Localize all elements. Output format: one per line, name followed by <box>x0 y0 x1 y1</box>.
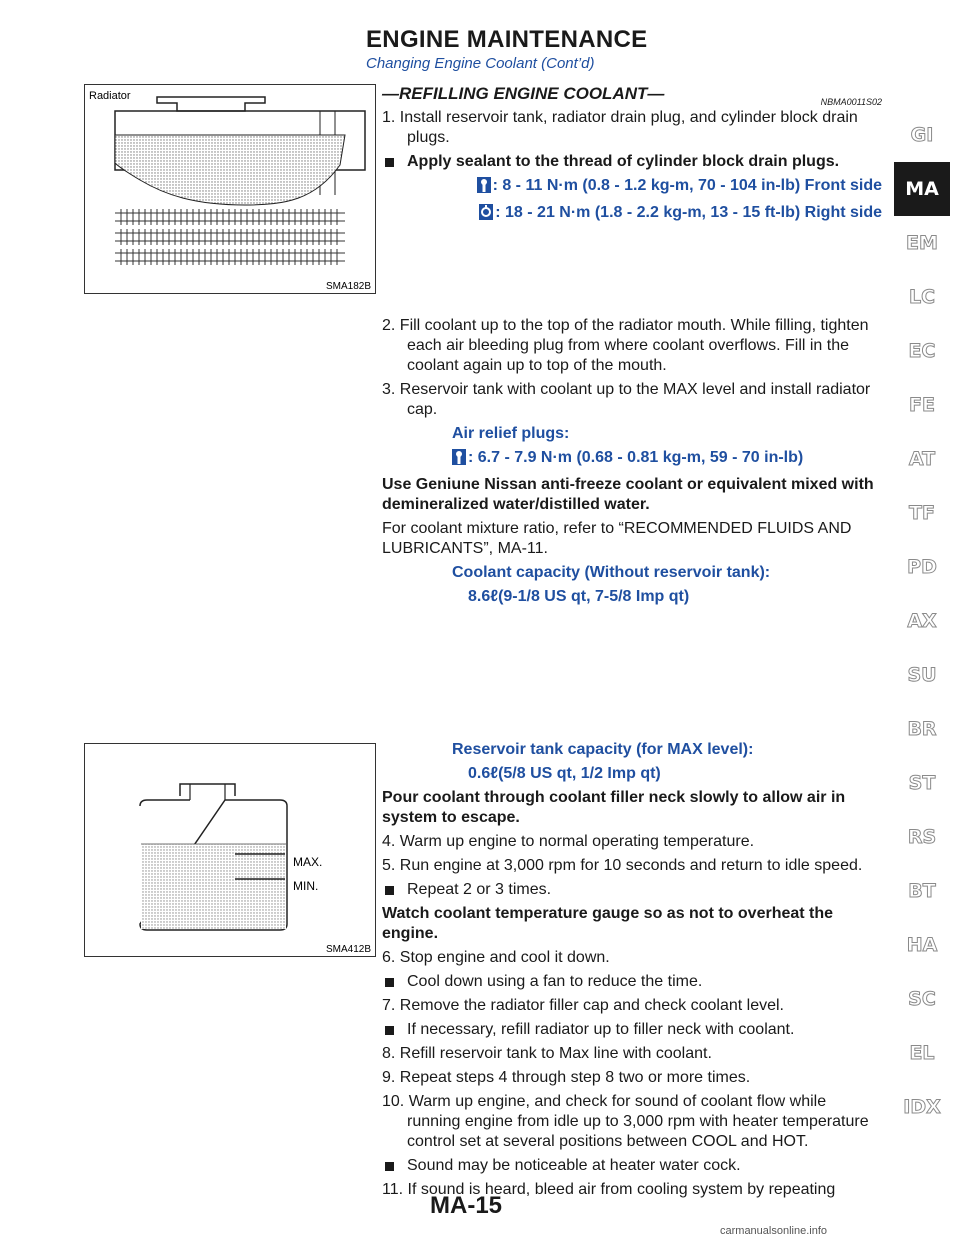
watermark: carmanualsonline.info <box>720 1225 828 1237</box>
refill-instructions-part2 <box>382 740 882 1204</box>
tab-br[interactable]: BR <box>907 718 937 740</box>
bullet-sealant: Apply sealant to the thread of cylinder block drain plugs. <box>382 152 882 172</box>
tab-ax[interactable]: AX <box>907 610 937 632</box>
torque-wrench-icon <box>477 177 491 199</box>
reservoir-capacity-label: Reservoir tank capacity (for MAX level): <box>452 741 754 758</box>
air-relief-spec <box>382 448 882 471</box>
air-relief-torque: : 6.7 - 7.9 N·m (0.68 - 0.81 kg-m, 59 - 70 in-lb) <box>468 449 804 466</box>
tab-lc[interactable]: LC <box>908 286 936 308</box>
min-label: MIN. <box>293 879 319 893</box>
section-heading-text: —REFILLING ENGINE COOLANT— <box>382 84 665 103</box>
torque-front-text: : 8 - 11 N·m (0.8 - 1.2 kg-m, 70 - 104 in-lb) Front side <box>492 177 882 194</box>
bullet-cool-down: Cool down using a fan to reduce the time. <box>382 972 882 992</box>
torque-front-spec <box>382 176 882 199</box>
section-tab-strip <box>894 108 950 1134</box>
step-4: 4. Warm up engine to normal operating temperature. <box>382 833 755 850</box>
torque-right-text: : 18 - 21 N·m (1.8 - 2.2 kg-m, 13 - 15 ft-lb) Right side <box>495 204 882 221</box>
page-title: ENGINE MAINTENANCE <box>366 26 648 53</box>
step-5: 5. Run engine at 3,000 rpm for 10 seconds and return to idle speed. <box>382 857 863 874</box>
max-label: MAX. <box>293 855 323 869</box>
tightening-torque-icon <box>479 204 493 226</box>
reservoir-tank-figure <box>84 743 376 957</box>
step-10: 10. Warm up engine, and check for sound of coolant flow while running engine from idle up to 3,000 rpm with heater temperature control set at several positions between COOL and HOT. <box>382 1093 869 1150</box>
radiator-figure <box>84 84 376 294</box>
step-8: 8. Refill reservoir tank to Max line with coolant. <box>382 1045 712 1062</box>
radiator-label: Radiator <box>89 90 131 102</box>
torque-right-spec <box>382 203 882 226</box>
step-9: 9. Repeat steps 4 through step 8 two or more times. <box>382 1069 751 1086</box>
tab-ma[interactable]: MA <box>894 162 950 216</box>
step-3: 3. Reservoir tank with coolant up to the MAX level and install radiator cap. <box>382 381 871 418</box>
step-2: 2. Fill coolant up to the top of the radiator mouth. While filling, tighten each air bleeding plug from where coolant overflows. Fill in the coolant again up to top of the mouth. <box>382 317 869 374</box>
figure1-code: SMA182B <box>325 281 371 292</box>
step-7: 7. Remove the radiator filler cap and check coolant level. <box>382 997 784 1014</box>
tab-el[interactable]: EL <box>909 1042 935 1064</box>
step-11: 11. If sound is heard, bleed air from cooling system by repeating <box>382 1181 836 1198</box>
tab-ha[interactable]: HA <box>906 934 938 956</box>
air-relief-label: Air relief plugs: <box>452 425 570 442</box>
genuine-coolant-note: Use Geniune Nissan anti-freeze coolant or equivalent mixed with demineralized water/distilled water. <box>382 476 874 513</box>
tab-sc[interactable]: SC <box>908 988 936 1010</box>
tab-su[interactable]: SU <box>907 664 937 686</box>
tab-st[interactable]: ST <box>908 772 936 794</box>
page-header <box>366 26 647 72</box>
step-1: 1. Install reservoir tank, radiator drain plug, and cylinder block drain plugs. <box>382 109 858 146</box>
tab-fe[interactable]: FE <box>909 394 935 416</box>
step-6: 6. Stop engine and cool it down. <box>382 949 610 966</box>
tab-at[interactable]: AT <box>908 448 936 470</box>
figure2-code: SMA412B <box>325 944 371 955</box>
bullet-repeat: Repeat 2 or 3 times. <box>382 880 882 900</box>
tab-em[interactable]: EM <box>906 232 938 254</box>
radiator-illustration <box>85 85 374 292</box>
page-subtitle: Changing Engine Coolant (Cont’d) <box>366 55 595 72</box>
mixture-ratio-note: For coolant mixture ratio, refer to “RECOMMENDED FLUIDS AND LUBRICANTS”, MA-11. <box>382 520 852 557</box>
bullet-sound: Sound may be noticeable at heater water cock. <box>382 1156 882 1176</box>
coolant-capacity-label: Coolant capacity (Without reservoir tank): <box>452 564 771 581</box>
refill-instructions-part1 <box>382 84 882 611</box>
reservoir-tank-illustration <box>85 744 374 955</box>
torque-wrench-icon <box>452 449 466 471</box>
coolant-capacity-value: 8.6ℓ(9-1/8 US qt, 7-5/8 Imp qt) <box>468 588 690 605</box>
tab-rs[interactable]: RS <box>907 826 937 848</box>
section-heading <box>382 84 882 108</box>
tab-gi[interactable]: GI <box>910 124 934 146</box>
tab-idx[interactable]: IDX <box>903 1096 941 1118</box>
tab-ec[interactable]: EC <box>908 340 936 362</box>
watch-gauge-note: Watch coolant temperature gauge so as not to overheat the engine. <box>382 905 834 942</box>
reservoir-capacity-value: 0.6ℓ(5/8 US qt, 1/2 Imp qt) <box>468 765 661 782</box>
tab-pd[interactable]: PD <box>907 556 937 578</box>
tab-tf[interactable]: TF <box>909 502 935 524</box>
bullet-refill: If necessary, refill radiator up to filler neck with coolant. <box>382 1020 882 1040</box>
page-number: MA-15 <box>430 1192 503 1219</box>
tab-bt[interactable]: BT <box>908 880 936 902</box>
pour-coolant-note: Pour coolant through coolant filler neck slowly to allow air in system to escape. <box>382 789 846 826</box>
section-ref-code: NBMA0011S02 <box>820 97 882 107</box>
